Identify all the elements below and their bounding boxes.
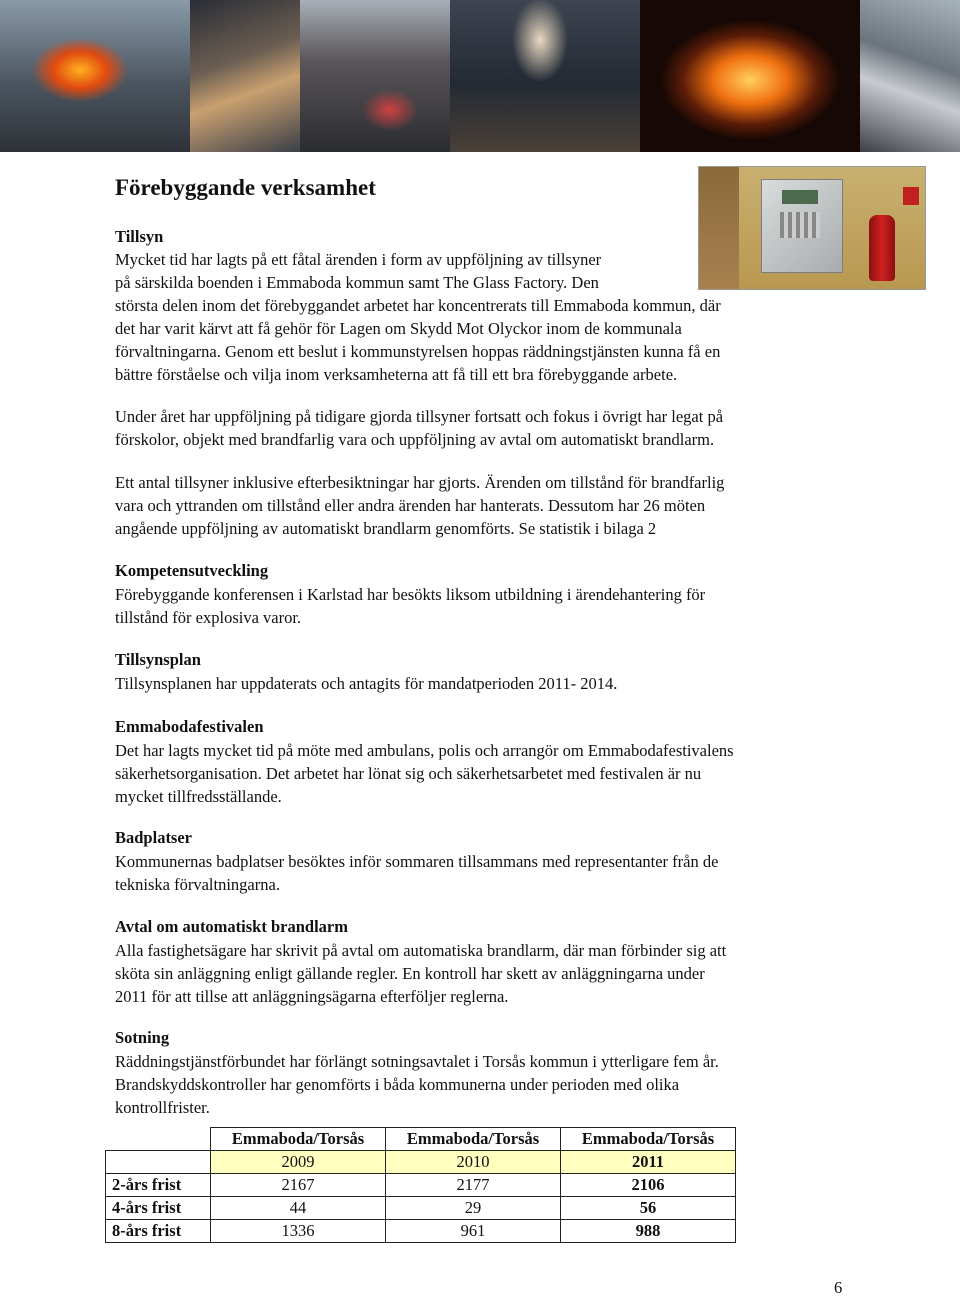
tillsyn-line: största delen inom det förebyggandet arbetet har koncentrerats till Emmaboda kommun, där — [115, 296, 721, 315]
table-column-header: Emmaboda/Torsås — [211, 1128, 386, 1151]
table-year-cell: 2011 — [561, 1151, 736, 1174]
table-cell: 44 — [211, 1197, 386, 1220]
table-cell: 2177 — [386, 1174, 561, 1197]
festival-line: mycket tillfredsställande. — [115, 787, 282, 806]
table-column-header: Emmaboda/Torsås — [386, 1128, 561, 1151]
tillsyn-line: på särskilda boenden i Emmaboda kommun samt The Glass Factory. Den — [115, 273, 599, 292]
table-row — [106, 1197, 736, 1220]
table-row — [106, 1220, 736, 1243]
tillsyn-para3-line: Ett antal tillsyner inklusive efterbesiktningar har gjorts. Ärenden om tillstånd för brandfarlig — [115, 473, 725, 492]
badplatser-line: Kommunernas badplatser besöktes inför sommaren tillsammans med representanter från de — [115, 852, 719, 871]
table-cell: 29 — [386, 1197, 561, 1220]
badplatser-line: tekniska förvaltningarna. — [115, 875, 280, 894]
table-cell: 56 — [561, 1197, 736, 1220]
section-title-kompetensutveckling: Kompetensutveckling — [115, 561, 269, 580]
tillsyn-para3-line: vara och yttranden om tillstånd eller andra ärenden har hanterats. Dessutom har 26 möten — [115, 496, 706, 515]
table-cell: 2106 — [561, 1174, 736, 1197]
tillsyn-line: förvaltningarna. Genom ett beslut i kommunstyrelsen hoppas räddningstjänsten kunna få en — [115, 342, 721, 361]
table-cell — [106, 1151, 211, 1174]
sotning-line: kontrollfrister. — [115, 1098, 210, 1117]
avtal-line: 2011 för att tillse att anläggningsägarna efterföljer reglerna. — [115, 987, 509, 1006]
table-cell: 2167 — [211, 1174, 386, 1197]
festival-line: säkerhetsorganisation. Det arbetet har lönat sig och säkerhetsarbetet med festivalen är nu — [115, 764, 702, 783]
kompetens-line: Förebyggande konferensen i Karlstad har besökts liksom utbildning i ärendehantering för — [115, 585, 706, 604]
table-row-label: 8-års frist — [106, 1220, 211, 1243]
festival-line: Det har lagts mycket tid på möte med ambulans, polis och arrangör om Emmabodafestivalens — [115, 741, 734, 760]
section-title-sotning: Sotning — [115, 1028, 170, 1047]
table-year-row — [106, 1151, 736, 1174]
table-column-header: Emmaboda/Torsås — [561, 1128, 736, 1151]
fire-alarm-panel-photo — [698, 166, 926, 290]
section-title-emmabodafestivalen: Emmabodafestivalen — [115, 717, 264, 736]
sotning-line: Räddningstjänstförbundet har förlängt sotningsavtalet i Torsås kommun i ytterligare fem år. — [115, 1052, 719, 1071]
table-cell: 961 — [386, 1220, 561, 1243]
page-number: 6 — [834, 1278, 843, 1297]
tillsynsplan-line: Tillsynsplanen har uppdaterats och antagits för mandatperioden 2011- 2014. — [115, 674, 618, 693]
page-heading: Förebyggande verksamhet — [115, 175, 376, 200]
table-row — [106, 1174, 736, 1197]
table-header-row — [106, 1128, 736, 1151]
section-title-tillsyn: Tillsyn — [115, 227, 164, 246]
section-title-avtal: Avtal om automatiskt brandlarm — [115, 917, 348, 936]
house-fire-photo — [640, 0, 860, 152]
rescue-team-photo — [300, 0, 450, 152]
car-crash-photo — [860, 0, 960, 152]
avtal-line: Alla fastighetsägare har skrivit på avtal om automatiska brandlarm, där man förbinder sig att — [115, 941, 727, 960]
section-title-badplatser: Badplatser — [115, 828, 193, 847]
sotning-line: Brandskyddskontroller har genomförts i båda kommunerna under perioden med olika — [115, 1075, 680, 1094]
tillsyn-para2-line: Under året har uppföljning på tidigare gjorda tillsyner fortsatt och fokus i övrigt har legat på — [115, 407, 724, 426]
table-corner-cell — [106, 1128, 211, 1151]
sotning-statistics-table — [105, 1127, 736, 1243]
section-title-tillsynsplan: Tillsynsplan — [115, 650, 201, 669]
table-cell: 988 — [561, 1220, 736, 1243]
table-year-cell: 2010 — [386, 1151, 561, 1174]
firefighter-helmet-photo — [450, 0, 640, 152]
table-cell: 1336 — [211, 1220, 386, 1243]
table-year-cell: 2009 — [211, 1151, 386, 1174]
car-fire-photo — [0, 0, 190, 152]
tillsyn-line: bättre förståelse och vilja inom verksamheterna att få till ett bra förebyggande arbete. — [115, 365, 678, 384]
tillsyn-para3-line: angående uppföljning av automatiskt brandlarm genomförts. Se statistik i bilaga 2 — [115, 519, 657, 538]
avtal-line: sköta sin anläggning enligt gällande regler. En kontroll har skett av anläggningarna under — [115, 964, 705, 983]
header-photo-collage — [0, 0, 960, 152]
table-row-label: 2-års frist — [106, 1174, 211, 1197]
table-row-label: 4-års frist — [106, 1197, 211, 1220]
firefighter-photo — [190, 0, 300, 152]
tillsyn-line: Mycket tid har lagts på ett fåtal ärenden i form av uppföljning av tillsyner — [115, 250, 602, 269]
fire-extinguisher-icon — [869, 215, 895, 281]
tillsyn-line: det har varit kärvt att få gehör för Lagen om Skydd Mot Olyckor inom de kommunala — [115, 319, 682, 338]
tillsyn-para2-line: förskolor, objekt med brandfarlig vara och uppföljning av avtal om automatiskt brandlarm. — [115, 430, 715, 449]
kompetens-line: tillstånd för explosiva varor. — [115, 608, 302, 627]
